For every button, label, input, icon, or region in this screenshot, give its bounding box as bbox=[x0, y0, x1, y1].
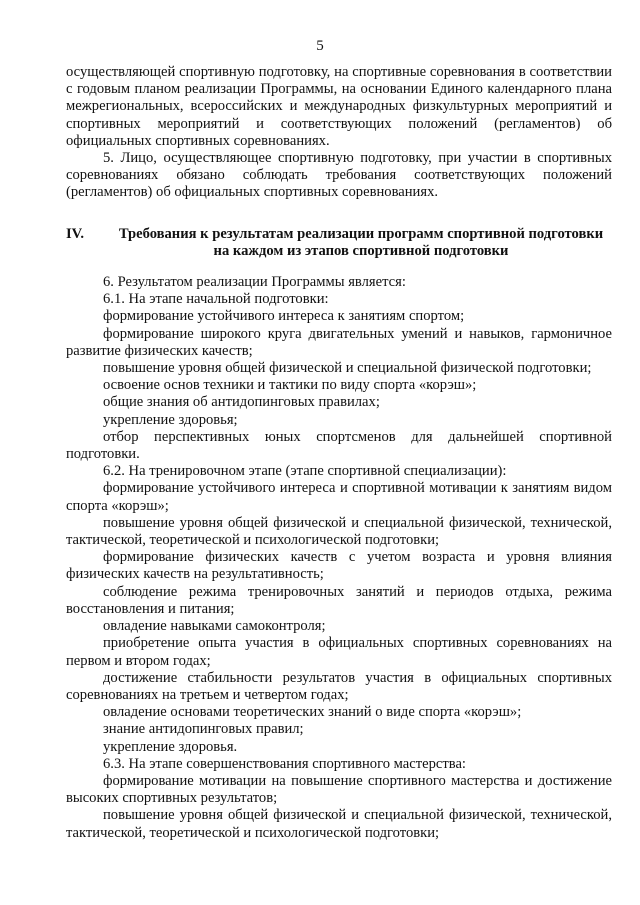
paragraph: повышение уровня общей физической и специальной физической, технической, тактической, теоретической и психологической подготовки; bbox=[66, 514, 612, 549]
paragraph: знание антидопинговых правил; bbox=[103, 721, 304, 738]
paragraph: укрепление здоровья; bbox=[103, 411, 238, 428]
section-number: IV. bbox=[66, 225, 84, 242]
paragraph: 6. Результатом реализации Программы является: bbox=[103, 274, 406, 291]
paragraph: 6.1. На этапе начальной подготовки: bbox=[103, 291, 329, 308]
section-heading bbox=[66, 226, 612, 260]
paragraph: овладение навыками самоконтроля; bbox=[103, 618, 326, 635]
paragraph: формирование физических качеств с учетом возраста и уровня влияния физических качеств на результативность; bbox=[66, 549, 612, 583]
paragraph: повышение уровня общей физической и специальной физической подготовки; bbox=[103, 360, 592, 377]
intro-paragraph-2: 5. Лицо, осуществляющее спортивную подготовку, при участии в спортивных соревнованиях обязано соблюдать требования соответствующих положений (регламентов) об официальных спортивных соревнованиях. bbox=[66, 150, 612, 201]
paragraph: формирование мотивации на повышение спортивного мастерства и достижение высоких спортивных результатов; bbox=[66, 772, 612, 807]
paragraph: отбор перспективных юных спортсменов для дальнейшей спортивной подготовки. bbox=[66, 428, 612, 463]
paragraph: повышение уровня общей физической и специальной физической, технической, тактической, теоретической и психологической подготовки; bbox=[66, 807, 612, 841]
page-number: 5 bbox=[316, 38, 324, 54]
paragraph: 6.3. На этапе совершенствования спортивного мастерства: bbox=[103, 755, 466, 772]
paragraph: освоение основ техники и тактики по виду спорта «корэш»; bbox=[103, 377, 477, 394]
paragraph: приобретение опыта участия в официальных спортивных соревнованиях на первом и втором годах; bbox=[66, 635, 612, 669]
paragraph: общие знания об антидопинговых правилах; bbox=[103, 394, 380, 411]
paragraph: достижение стабильности результатов участия в официальных спортивных соревнованиях на третьем и четвертом годах; bbox=[66, 669, 612, 703]
paragraph: формирование устойчивого интереса и спортивной мотивации к занятиям видом спорта «корэш»; bbox=[66, 480, 612, 514]
section-title: Требования к результатам реализации программ спортивной подготовки на каждом из этапов спортивной подготовки bbox=[118, 225, 604, 259]
paragraph: 6.2. На тренировочном этапе (этапе спортивной специализации): bbox=[103, 463, 507, 480]
intro-paragraph-1: осуществляющей спортивную подготовку, на спортивные соревнования в соответствии с годовым планом реализации Программы, на основании Единого календарного плана межрегиональных, всероссийских и международных физкультурных мероприятий и спортивных мероприятий и соответствующих положений (регламентов) об официальных спортивных соревнованиях. bbox=[66, 64, 612, 149]
paragraph: укрепление здоровья. bbox=[103, 738, 238, 755]
paragraph: соблюдение режима тренировочных занятий и периодов отдыха, режима восстановления и питания; bbox=[66, 583, 612, 617]
paragraph: овладение основами теоретических знаний о виде спорта «корэш»; bbox=[103, 704, 522, 721]
document-body bbox=[66, 64, 612, 842]
paragraph: формирование устойчивого интереса к занятиям спортом; bbox=[103, 308, 465, 325]
paragraph: формирование широкого круга двигательных умений и навыков, гармоничное развитие физических качеств; bbox=[66, 325, 612, 359]
